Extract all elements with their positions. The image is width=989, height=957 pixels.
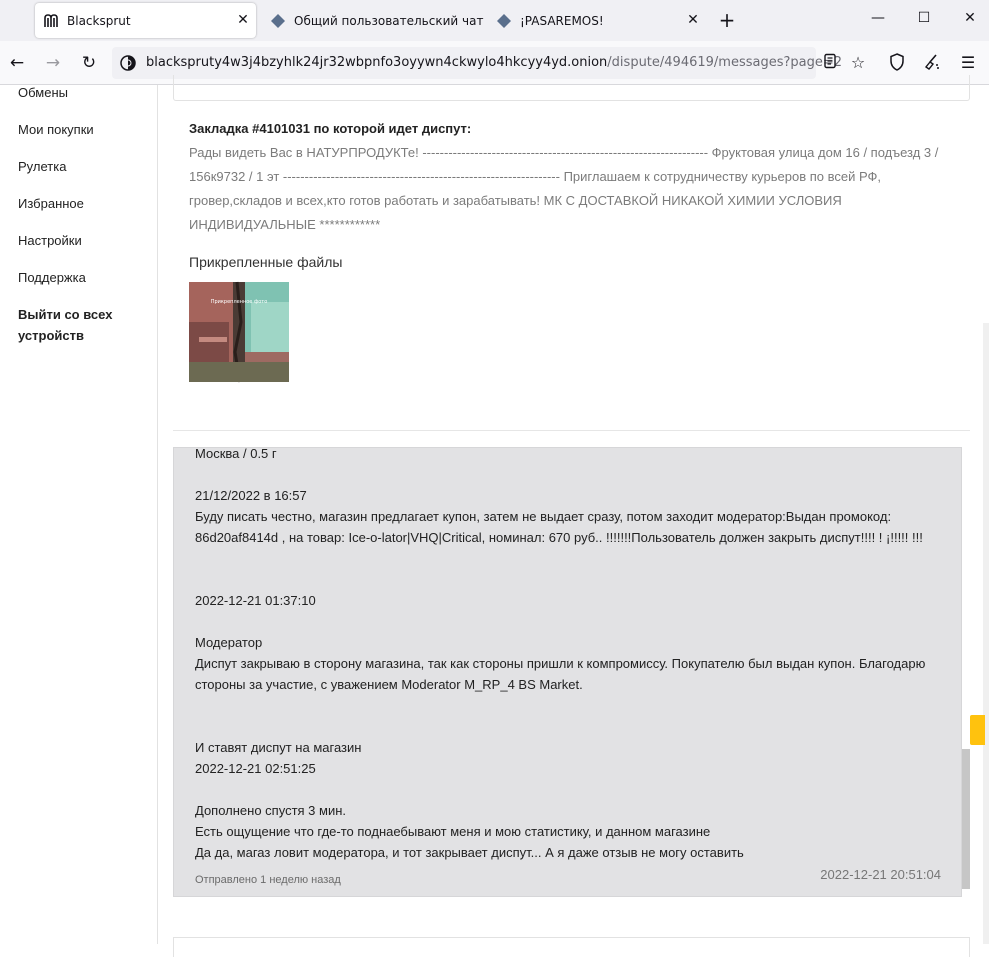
sidebar-item-support[interactable]: Поддержка (18, 270, 86, 285)
message-line: Дополнено спустя 3 мин. (195, 803, 347, 818)
url-text (146, 55, 842, 70)
sidebar-item-roulette[interactable]: Рулетка (18, 159, 67, 174)
maximize-icon[interactable]: ☐ (917, 10, 931, 26)
message-line: И ставят диспут на магазин (195, 740, 362, 755)
tab-general-chat[interactable] (262, 3, 484, 38)
floating-chat-button[interactable] (970, 715, 985, 745)
sidebar-item-logout-all[interactable]: Выйти со всех устройств (18, 307, 113, 343)
sidebar-item-purchases[interactable]: Мои покупки (18, 122, 94, 137)
tab-strip (0, 0, 989, 41)
message-paragraph: Диспут закрываю в сторону магазина, так как стороны пришли к компромиссу. Покупателю был выдан купон. Благодарю стороны за участие, с уважением Moderator M_RP_4 BS Market. (195, 656, 926, 692)
reader-view-icon[interactable] (822, 53, 840, 71)
page-scrollbar-track[interactable] (983, 323, 989, 944)
message-paragraph: Буду писать честно, магазин предлагает купон, затем не выдает сразу, потом заходит модератор:Выдан промокод: 86d20af8414d , на товар: Ice-o-lator|VHQ|Critical, номинал: 670 руб.. !!!!!!!Пользователь должен закрыть диспут!!!! ! ¡!!!!! !!! (195, 509, 923, 545)
diamond-icon (270, 13, 286, 29)
close-window-icon[interactable]: ✕ (964, 10, 976, 26)
onion-icon (120, 55, 136, 71)
message-scrollbar-thumb[interactable] (962, 749, 970, 889)
message-city: Москва / 0.5 г (195, 446, 277, 461)
shield-icon[interactable] (887, 53, 907, 73)
message-line: Да да, магаз ловит модератора, и тот закрывает диспут... А я даже отзыв не могу оставить (195, 845, 744, 860)
tab-pasaremos[interactable] (488, 3, 706, 38)
new-circuit-broom-icon[interactable] (922, 53, 942, 73)
sidebar (0, 85, 158, 944)
divider (173, 430, 970, 431)
next-card (173, 937, 970, 957)
minimize-icon[interactable]: — (871, 10, 885, 26)
hamburger-menu-icon[interactable]: ☰ (960, 53, 976, 72)
sidebar-item-settings[interactable]: Настройки (18, 233, 82, 248)
message-sent-ago: Отправлено 1 неделю назад (195, 874, 341, 886)
tab-title: Blacksprut (67, 13, 131, 28)
thumbnail-watermark: Прикрепленное фото (210, 299, 268, 305)
message-date: 2022-12-21 01:37:10 (195, 593, 316, 608)
sidebar-item-favorites[interactable]: Избранное (18, 196, 84, 211)
sidebar-item-exchanges[interactable]: Обмены (18, 85, 68, 100)
dispute-title: Закладка #4101031 по которой идет диспут: (189, 121, 472, 136)
attached-files-heading: Прикрепленные файлы (189, 254, 343, 270)
tab-title: ¡PASAREMOS! (520, 13, 604, 28)
message-date: 21/12/2022 в 16:57 (195, 488, 307, 503)
message-moderator-label: Модератор (195, 635, 263, 650)
close-icon[interactable]: ✕ (687, 12, 699, 28)
close-icon[interactable]: ✕ (237, 12, 249, 28)
tab-title: Общий пользовательский чат (294, 13, 484, 28)
url-host: blacksprutу4w3j4bzyhlk24jr32wbpnfo3oyywn4ckwylo4hkcyy4yd.onion (146, 55, 608, 70)
plus-icon[interactable]: + (718, 8, 736, 32)
message-date: 2022-12-21 02:51:25 (195, 761, 316, 776)
attached-photo-thumbnail[interactable] (189, 282, 289, 382)
tab-blacksprut[interactable] (35, 3, 256, 38)
star-bookmark-icon[interactable]: ☆ (850, 53, 866, 72)
dispute-description: Рады видеть Вас в НАТУРПРОДУКТе! ------------------------------------------------------------------ Фруктовая улица дом 16 / подъезд 3 / 156к9732 / 1 эт ---------------------------------------------------------------- Приглашаем к сотрудничеству курьеров по всей РФ, гровер,складов и всех,кто готов работать и зарабатывать! МК С ДОСТАВКОЙ НИКАКОЙ ХИМИИ УСЛОВИЯ ИНДИВИДУАЛЬНЫЕ ************ (189, 145, 939, 232)
diamond-icon (496, 13, 512, 29)
message-timestamp: 2022-12-21 20:51:04 (820, 867, 941, 882)
message-line: Есть ощущение что где-то поднаебывают меня и мою статистику, и данном магазине (195, 824, 711, 839)
previous-card (173, 75, 970, 101)
back-arrow-icon[interactable]: ← (9, 53, 25, 73)
message-card (173, 447, 962, 897)
page-content (0, 85, 989, 944)
blacksprut-logo-icon (43, 13, 59, 29)
url-path: /dispute/494619/messages?page=2 (607, 55, 843, 70)
reload-icon[interactable]: ↻ (81, 53, 97, 73)
forward-arrow-icon[interactable]: → (45, 53, 61, 73)
main-content (158, 85, 989, 944)
